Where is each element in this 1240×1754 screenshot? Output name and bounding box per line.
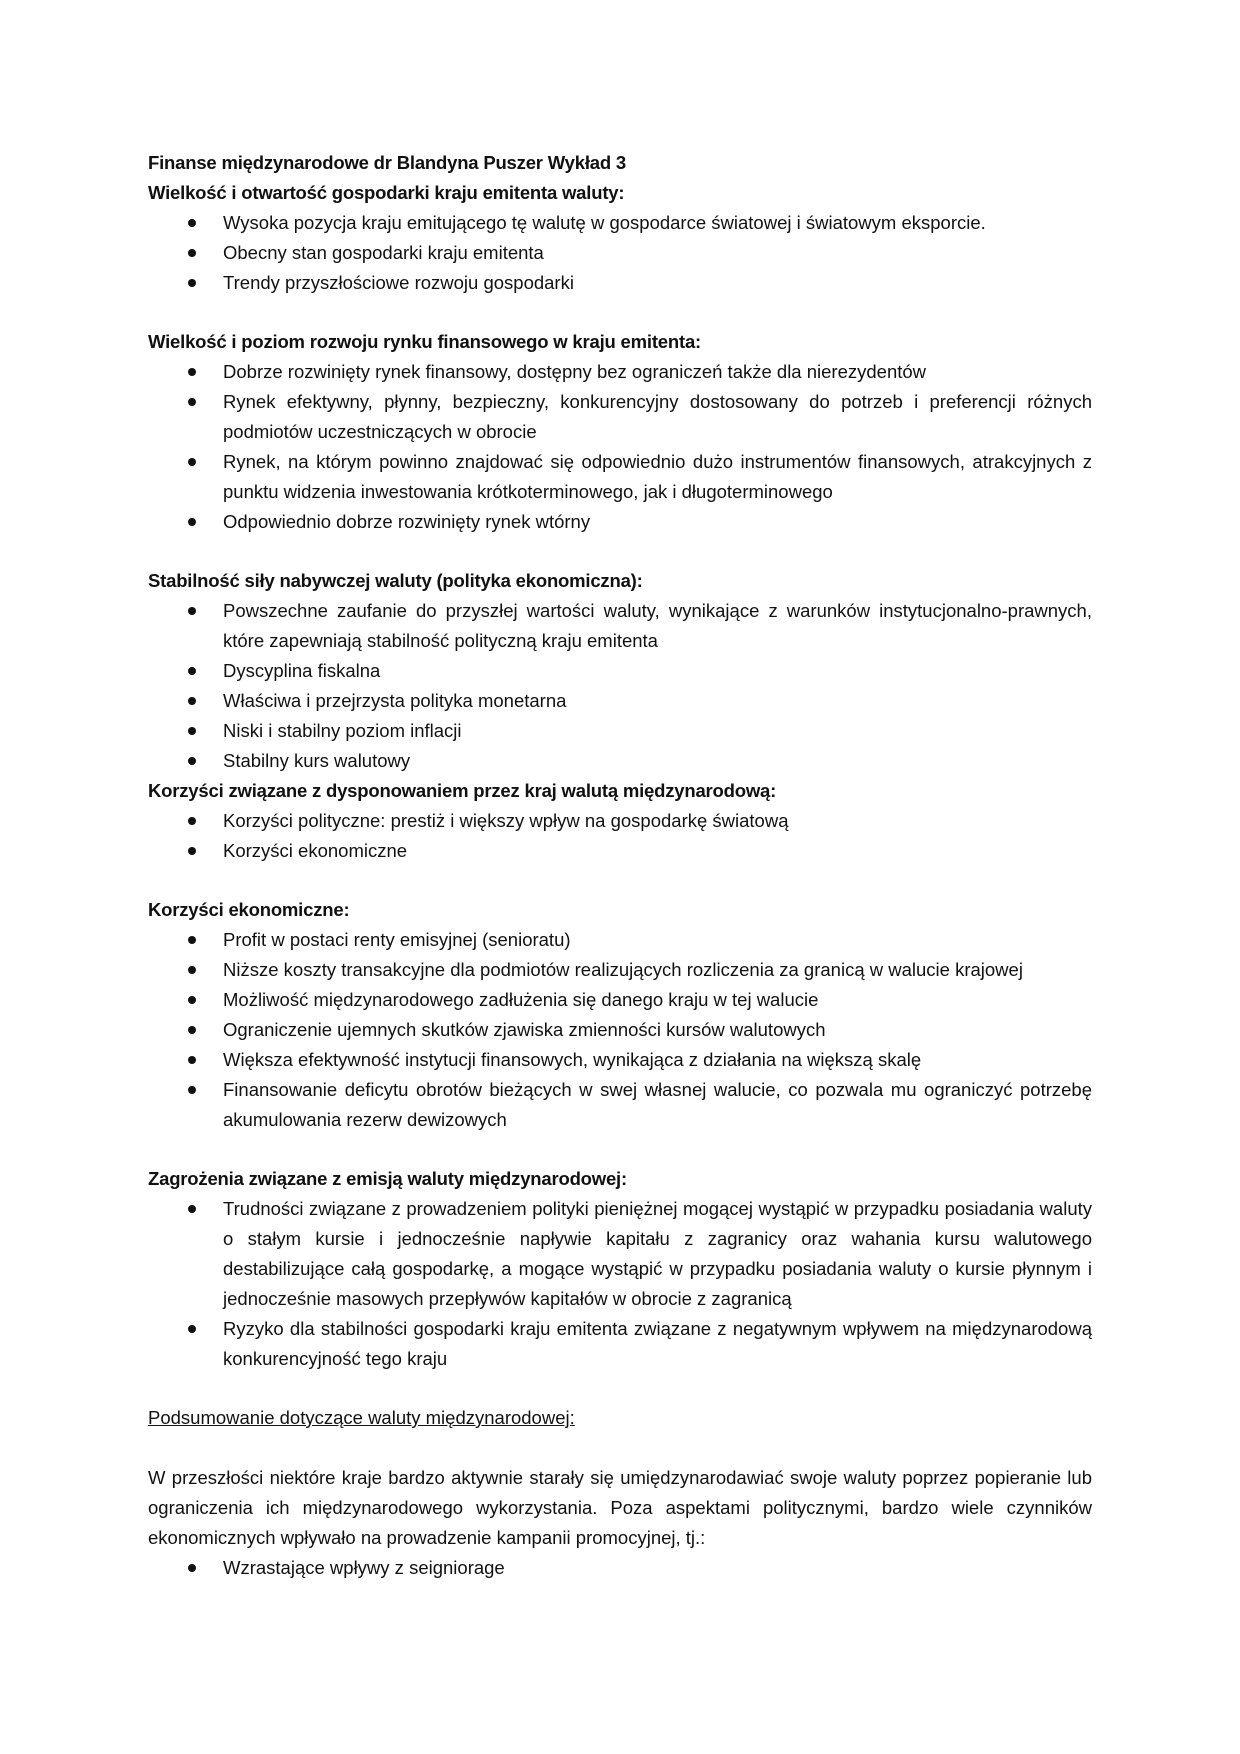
list-item: Powszechne zaufanie do przyszłej wartości waluty, wynikające z warunków instytucjonalno-prawnych, które zapewniają stabilność polityczną kraju emitenta <box>148 596 1092 656</box>
list-item: Finansowanie deficytu obrotów bieżących w swej własnej walucie, co pozwala mu ograniczyć potrzebę akumulowania rezerw dewizowych <box>148 1075 1092 1135</box>
spacer <box>148 866 1092 895</box>
bullet-list <box>148 596 1092 776</box>
list-item: Trendy przyszłościowe rozwoju gospodarki <box>148 268 1092 298</box>
list-item: Większa efektywność instytucji finansowych, wynikająca z działania na większą skalę <box>148 1045 1092 1075</box>
document-title: Finanse międzynarodowe dr Blandyna Puszer Wykład 3 <box>148 152 626 173</box>
list-item: Obecny stan gospodarki kraju emitenta <box>148 238 1092 268</box>
bullet-icon <box>188 996 196 1004</box>
bullet-list <box>148 1194 1092 1374</box>
bullet-icon <box>188 817 196 825</box>
list-item: Dyscyplina fiskalna <box>148 656 1092 686</box>
bullet-icon <box>188 219 196 227</box>
list-item: Stabilny kurs walutowy <box>148 746 1092 776</box>
list-item: Właściwa i przejrzysta polityka monetarna <box>148 686 1092 716</box>
bullet-list <box>148 925 1092 1135</box>
bullet-icon <box>188 1205 196 1213</box>
bullet-icon <box>188 757 196 765</box>
bullet-list <box>148 208 1092 298</box>
bullet-icon <box>188 607 196 615</box>
bullet-icon <box>188 727 196 735</box>
section-heading: Wielkość i poziom rozwoju rynku finansowego w kraju emitenta: <box>148 331 701 352</box>
list-item: Rynek, na którym powinno znajdować się odpowiednio dużo instrumentów finansowych, atrakcyjnych z punktu widzenia inwestowania krótkoterminowego, jak i długoterminowego <box>148 447 1092 507</box>
section-heading: Stabilność siły nabywczej waluty (polityka ekonomiczna): <box>148 570 643 591</box>
list-item: Korzyści ekonomiczne <box>148 836 1092 866</box>
bullet-list <box>148 357 1092 537</box>
list-item: Rynek efektywny, płynny, bezpieczny, konkurencyjny dostosowany do potrzeb i preferencji różnych podmiotów uczestniczących w obrocie <box>148 387 1092 447</box>
spacer <box>148 537 1092 566</box>
summary-paragraph: W przeszłości niektóre kraje bardzo aktywnie starały się umiędzynarodawiać swoje waluty poprzez popieranie lub ograniczenia ich międzynarodowego wykorzystania. Poza aspektami politycznymi, bardzo wiele czynników ekonomicznych wpływało na prowadzenie kampanii promocyjnej, tj.: <box>148 1467 1092 1548</box>
list-item: Ograniczenie ujemnych skutków zjawiska zmienności kursów walutowych <box>148 1015 1092 1045</box>
bullet-icon <box>188 398 196 406</box>
list-item: Dobrze rozwinięty rynek finansowy, dostępny bez ograniczeń także dla nierezydentów <box>148 357 1092 387</box>
list-item: Wysoka pozycja kraju emitującego tę walutę w gospodarce światowej i światowym eksporcie. <box>148 208 1092 238</box>
section-heading: Korzyści ekonomiczne: <box>148 899 350 920</box>
bullet-icon <box>188 667 196 675</box>
summary-heading: Podsumowanie dotyczące waluty międzynarodowej: <box>148 1407 575 1428</box>
spacer <box>148 1433 1092 1463</box>
bullet-icon <box>188 1056 196 1064</box>
bullet-icon <box>188 518 196 526</box>
list-item: Trudności związane z prowadzeniem polityki pieniężnej mogącej wystąpić w przypadku posiadania waluty o stałym kursie i jednocześnie napływie kapitału z zagranicy oraz wahania kursu walutowego destabilizujące całą gospodarkę, a mogące wystąpić w przypadku posiadania waluty o kursie płynnym i jednocześnie masowych przepływów kapitałów w obrocie z zagranicą <box>148 1194 1092 1314</box>
section-heading: Korzyści związane z dysponowaniem przez kraj walutą międzynarodową: <box>148 780 777 801</box>
list-item: Możliwość międzynarodowego zadłużenia się danego kraju w tej walucie <box>148 985 1092 1015</box>
document-page <box>148 148 1092 1583</box>
bullet-icon <box>188 1026 196 1034</box>
bullet-icon <box>188 697 196 705</box>
bullet-list <box>148 1553 1092 1583</box>
spacer <box>148 298 1092 327</box>
spacer <box>148 1135 1092 1164</box>
bullet-icon <box>188 279 196 287</box>
list-item: Niski i stabilny poziom inflacji <box>148 716 1092 746</box>
list-item: Niższe koszty transakcyjne dla podmiotów realizujących rozliczenia za granicą w walucie krajowej <box>148 955 1092 985</box>
list-item: Ryzyko dla stabilności gospodarki kraju emitenta związane z negatywnym wpływem na międzynarodową konkurencyjność tego kraju <box>148 1314 1092 1374</box>
bullet-icon <box>188 249 196 257</box>
section-heading: Zagrożenia związane z emisją waluty międzynarodowej: <box>148 1168 627 1189</box>
bullet-list <box>148 806 1092 866</box>
bullet-icon <box>188 1564 196 1572</box>
bullet-icon <box>188 847 196 855</box>
list-item: Wzrastające wpływy z seigniorage <box>148 1553 1092 1583</box>
bullet-icon <box>188 966 196 974</box>
list-item: Odpowiednio dobrze rozwinięty rynek wtórny <box>148 507 1092 537</box>
list-item: Profit w postaci renty emisyjnej (senioratu) <box>148 925 1092 955</box>
list-item: Korzyści polityczne: prestiż i większy wpływ na gospodarkę światową <box>148 806 1092 836</box>
bullet-icon <box>188 1086 196 1094</box>
section-heading: Wielkość i otwartość gospodarki kraju emitenta waluty: <box>148 182 625 203</box>
bullet-icon <box>188 368 196 376</box>
bullet-icon <box>188 936 196 944</box>
spacer <box>148 1374 1092 1403</box>
bullet-icon <box>188 1325 196 1333</box>
bullet-icon <box>188 458 196 466</box>
